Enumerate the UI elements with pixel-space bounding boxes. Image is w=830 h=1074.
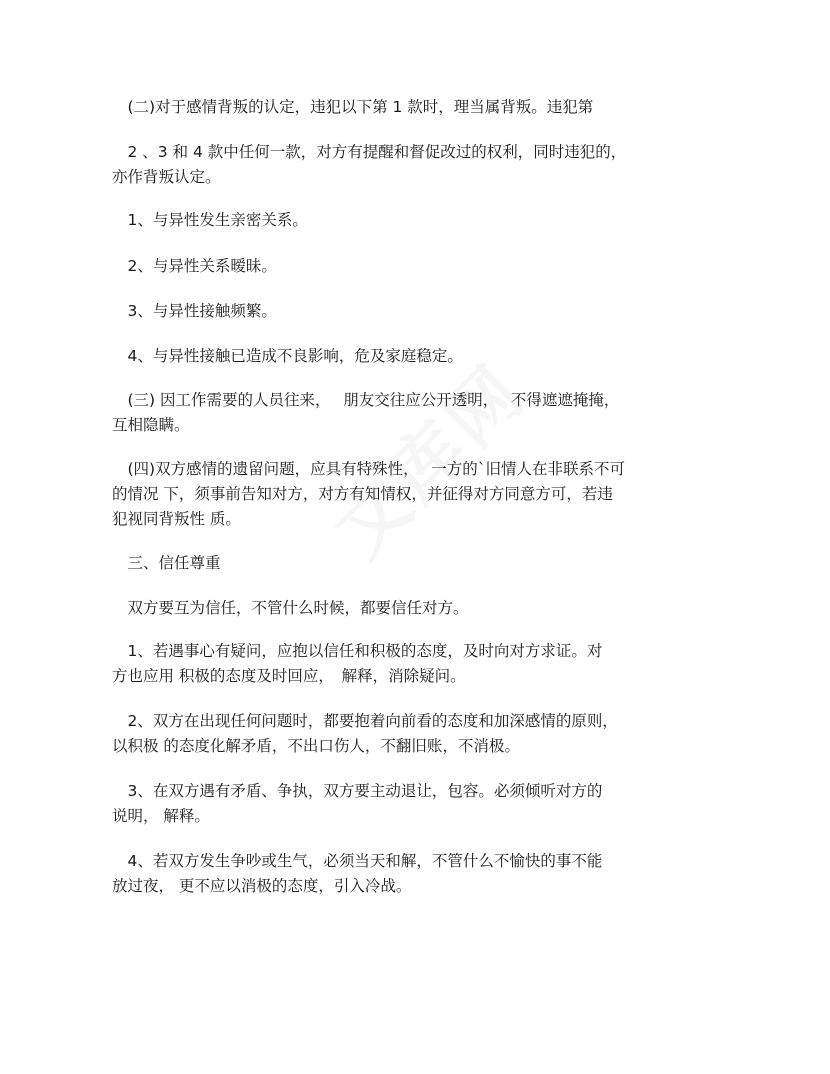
text-line: 3、与异性接触频繁。 [112, 302, 277, 320]
text-line: 1、与异性发生亲密关系。 [112, 211, 308, 229]
section-heading-trust [112, 551, 712, 576]
trust-item-2 [112, 709, 712, 759]
paragraph-betrayal-rule [112, 140, 712, 190]
text-line: 2 、3 和 4 款中任何一款，对方有提醒和督促改过的权利，同时违犯的， [112, 143, 627, 161]
text-line: 双方要互为信任，不管什么时候，都要信任对方。 [112, 599, 469, 617]
text-line: (四)双方感情的遗留问题，应具有特殊性， 一方的`旧情人在非联系不可 [112, 460, 626, 478]
text-line: 2、与异性关系暧昧。 [112, 257, 277, 275]
text-line: (三) 因工作需要的人员往来， 朋友交往应公开透明， 不得遮遮掩掩， [112, 391, 620, 409]
text-line: 犯视同背叛性 质。 [112, 510, 241, 528]
list-item-4 [112, 344, 712, 369]
trust-item-1 [112, 639, 712, 689]
text-line: 亦作背叛认定。 [112, 168, 221, 186]
text-line: 的情况 下，须事前告知对方，对方有知情权，并征得对方同意方可，若违 [112, 485, 613, 503]
text-line: 4、若双方发生争吵或生气，必须当天和解，不管什么不愉快的事不能 [112, 852, 603, 870]
trust-item-3 [112, 779, 712, 829]
text-line: 2、双方在出现任何问题时，都要抱着向前看的态度和加深感情的原则， [112, 712, 618, 730]
text-line: 3、在双方遇有矛盾、争执，双方要主动退让，包容。必须倾听对方的 [112, 782, 603, 800]
text-line: 放过夜， 更不应以消极的态度，引入冷战。 [112, 877, 412, 895]
paragraph-section-three [112, 388, 712, 438]
paragraph-trust-intro [112, 596, 712, 621]
text-line: 1、若遇事心有疑问，应抱以信任和积极的态度，及时向对方求证。对 [112, 642, 603, 660]
trust-item-4 [112, 849, 712, 899]
text-line: 方也应用 积极的态度及时回应， 解释，消除疑问。 [112, 667, 466, 685]
text-line: 4、与异性接触已造成不良影响，危及家庭稳定。 [112, 347, 463, 365]
list-item-2 [112, 254, 712, 279]
text-line: 说明， 解释。 [112, 807, 210, 825]
text-line: (二)对于感情背叛的认定，违犯以下第 1 款时，理当属背叛。违犯第 [112, 98, 594, 116]
paragraph-section-four [112, 457, 712, 532]
paragraph-betrayal-definition [112, 95, 712, 120]
text-line: 互相隐瞒。 [112, 416, 190, 434]
list-item-3 [112, 299, 712, 324]
list-item-1 [112, 208, 712, 233]
text-line: 三、信任尊重 [112, 554, 221, 572]
text-line: 以积极 的态度化解矛盾，不出口伤人，不翻旧账，不消极。 [112, 737, 520, 755]
